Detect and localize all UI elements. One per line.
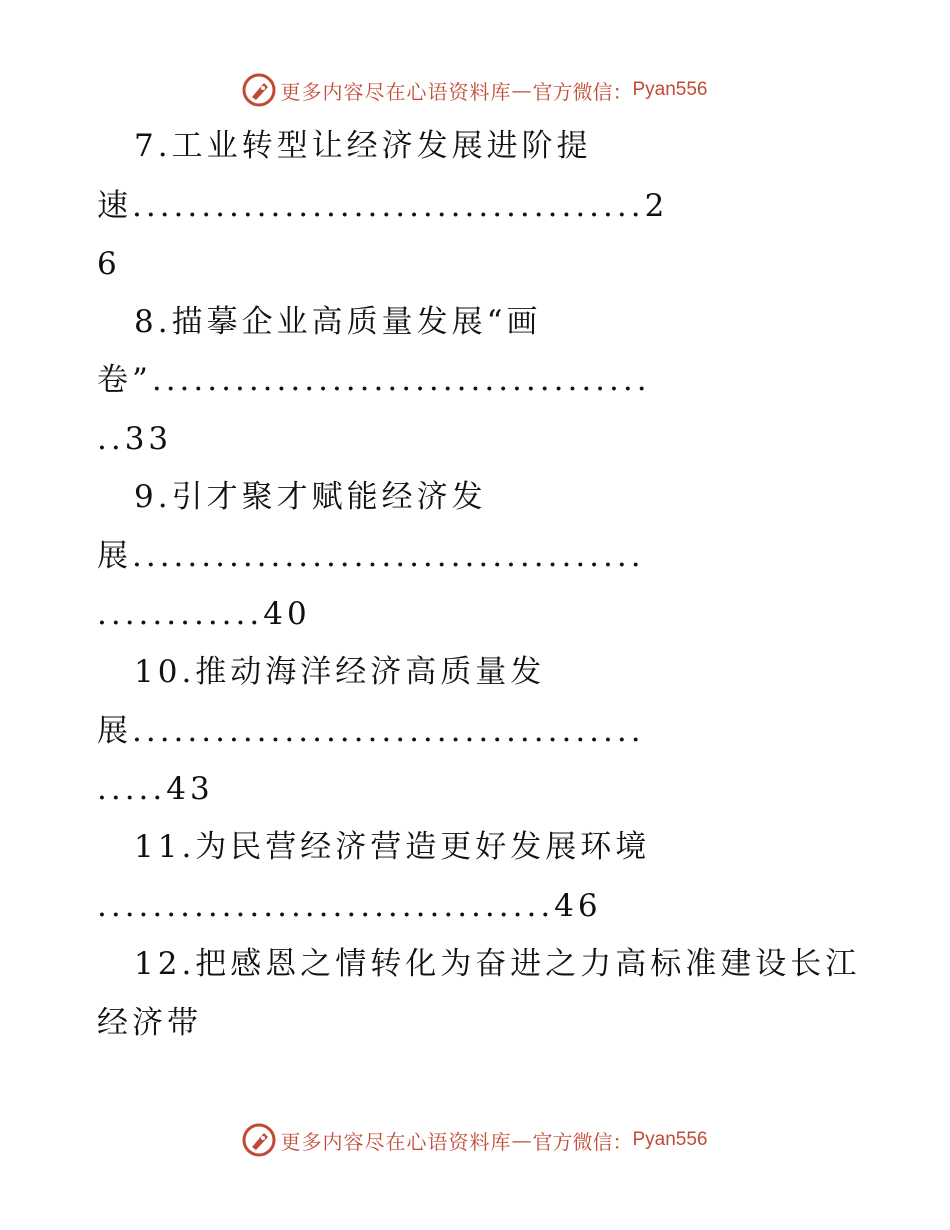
toc-entry-11-title[interactable]: 11.为民营经济营造更好发展环境 xyxy=(134,829,651,865)
toc-entry-8-leader: 卷”.................................... xyxy=(97,362,651,398)
toc-entry-8-title[interactable]: 8.描摹企业高质量发展“画 xyxy=(134,304,542,340)
toc-entry-12-title[interactable]: 12.把感恩之情转化为奋进之力高标准建设长江 xyxy=(134,946,861,982)
toc-entry-9-page: ............40 xyxy=(97,596,311,632)
toc-entry-7-title[interactable]: 7.工业转型让经济发展进阶提 xyxy=(134,128,592,164)
toc-entry-8-page: ..33 xyxy=(97,421,173,457)
header-brand-text: 更多内容尽在心语资料库 xyxy=(280,79,512,104)
page-header-watermark xyxy=(0,70,950,110)
page-footer-watermark xyxy=(0,1120,950,1160)
pen-nib-logo-icon xyxy=(242,73,276,107)
footer-wechat-id: Pyan556 xyxy=(632,1129,708,1150)
toc-entry-9-leader: 展..................................... xyxy=(97,538,645,574)
header-separator: — xyxy=(511,78,533,102)
toc-entry-7-leader: 速.....................................2 xyxy=(97,188,669,224)
footer-wechat-label: 官方微信： xyxy=(532,1129,633,1154)
footer-brand-text: 更多内容尽在心语资料库 xyxy=(280,1129,512,1154)
toc-entry-12-continued: 经济带 xyxy=(97,1005,202,1041)
toc-entry-11-leader: .................................46 xyxy=(97,888,602,924)
pen-nib-logo-icon xyxy=(242,1123,276,1157)
footer-separator: — xyxy=(511,1128,533,1152)
toc-entry-10-title[interactable]: 10.推动海洋经济高质量发 xyxy=(134,654,546,690)
toc-entry-10-leader: 展..................................... xyxy=(97,713,645,749)
toc-entry-10-page: .....43 xyxy=(97,771,214,807)
header-wechat-id: Pyan556 xyxy=(632,79,708,100)
toc-entry-9-title[interactable]: 9.引才聚才赋能经济发 xyxy=(134,479,487,515)
header-wechat-label: 官方微信： xyxy=(532,79,633,104)
toc-entry-7-page: 6 xyxy=(97,246,121,282)
